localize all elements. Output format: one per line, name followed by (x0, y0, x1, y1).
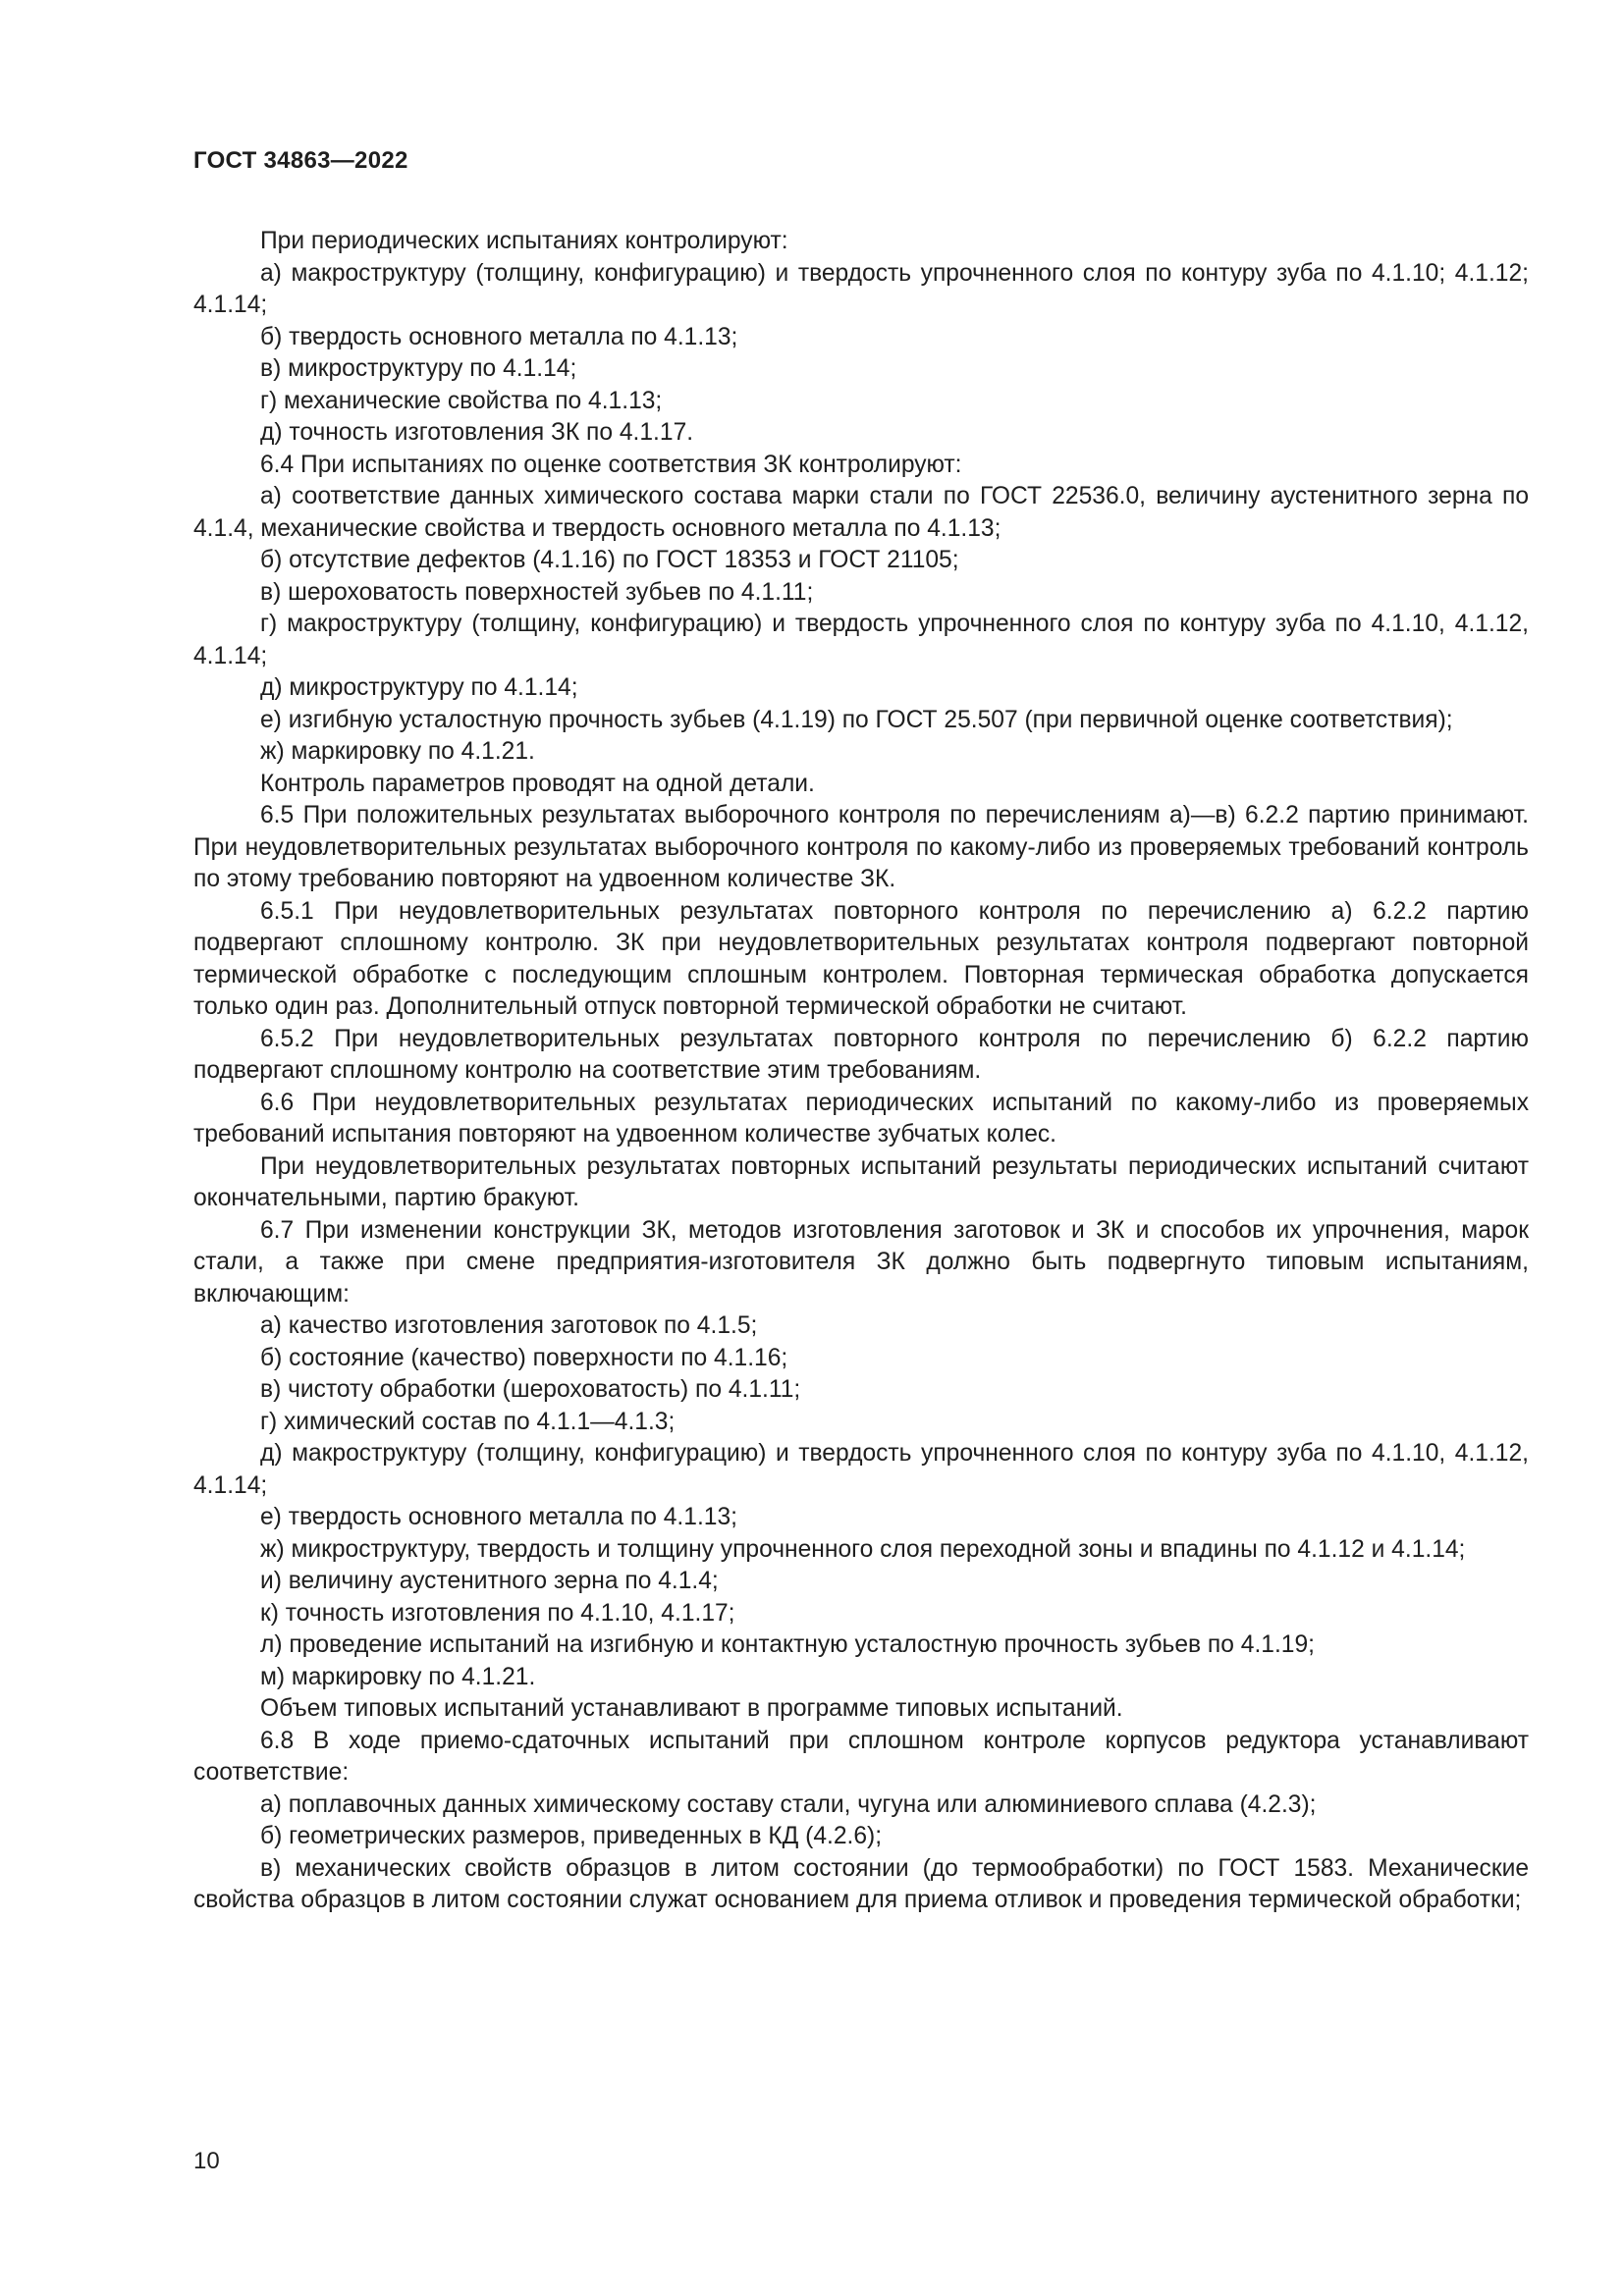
paragraph: л) проведение испытаний на изгибную и контактную усталостную прочность зубьев по 4.1.19; (260, 1631, 1315, 1658)
paragraph: в) шероховатость поверхностей зубьев по 4.1.11; (260, 578, 814, 606)
document-header-title: ГОСТ 34863—2022 (193, 147, 408, 174)
paragraph: При неудовлетворительных результатах повторных испытаний результаты периодических испытаний считают окончательными, партию бракуют. (193, 1152, 1529, 1211)
paragraph: 6.7 При изменении конструкции ЗК, методов изготовления заготовок и ЗК и способов их упрочнения, марок стали, а также при смене предприятия-изготовителя ЗК должно быть подвергнуто типовым испытаниям, включающим: (193, 1216, 1529, 1308)
paragraph: 6.4 При испытаниях по оценке соответствия ЗК контролируют: (260, 451, 962, 478)
paragraph: б) твердость основного металла по 4.1.13; (260, 323, 738, 350)
paragraph: д) точность изготовления ЗК по 4.1.17. (260, 419, 694, 446)
paragraph: Объем типовых испытаний устанавливают в программе типовых испытаний. (260, 1695, 1123, 1722)
paragraph: е) изгибную усталостную прочность зубьев (4.1.19) по ГОСТ 25.507 (при первичной оценке соответствия); (260, 706, 1453, 733)
paragraph: Контроль параметров проводят на одной детали. (260, 770, 815, 797)
paragraph: а) качество изготовления заготовок по 4.1.5; (260, 1312, 758, 1339)
paragraph: е) твердость основного металла по 4.1.13; (260, 1504, 737, 1530)
paragraph: и) величину аустенитного зерна по 4.1.4; (260, 1568, 719, 1594)
paragraph: а) макроструктуру (толщину, конфигурацию) и твердость упрочненного слоя по контуру зуба по 4.1.10; 4.1.12; 4.1.14; (193, 259, 1529, 318)
paragraph: 6.5.1 При неудовлетворительных результатах повторного контроля по перечислению а) 6.2.2 партию подвергают сплошному контролю. ЗК при неудовлетворительных результатах контроля подвергают повторной термической обработке с последующим сплошным контролем. Повторная термическая обработка допускается только один раз. Дополнительный отпуск повторной термической обработки не считают. (193, 897, 1529, 1020)
paragraph: а) поплавочных данных химическому составу стали, чугуна или алюминиевого сплава (4.2.3); (260, 1790, 1317, 1818)
paragraph: к) точность изготовления по 4.1.10, 4.1.17; (260, 1599, 735, 1627)
paragraph: 6.5.2 При неудовлетворительных результатах повторного контроля по перечислению б) 6.2.2 партию подвергают сплошному контролю на соответствие этим требованиям. (193, 1025, 1529, 1084)
document-body (193, 226, 1529, 1917)
paragraph: б) отсутствие дефектов (4.1.16) по ГОСТ 18353 и ГОСТ 21105; (260, 547, 959, 573)
paragraph: б) состояние (качество) поверхности по 4.1.16; (260, 1344, 788, 1371)
paragraph: г) химический состав по 4.1.1—4.1.3; (260, 1408, 676, 1435)
paragraph: 6.8 В ходе приемо-сдаточных испытаний при сплошном контроле корпусов редуктора устанавливают соответствие: (193, 1727, 1529, 1786)
paragraph: д) микроструктуру по 4.1.14; (260, 674, 578, 701)
paragraph: д) макроструктуру (толщину, конфигурацию) и твердость упрочненного слоя по контуру зуба по 4.1.10, 4.1.12, 4.1.14; (193, 1440, 1529, 1499)
paragraph: 6.5 При положительных результатах выборочного контроля по перечислениям а)—в) 6.2.2 партию принимают. При неудовлетворительных результатах выборочного контроля по какому-либо из проверяемых требований контроль по этому требованию повторяют на удвоенном количестве ЗК. (193, 802, 1529, 892)
paragraph: в) микроструктуру по 4.1.14; (260, 355, 577, 382)
paragraph: г) макроструктуру (толщину, конфигурацию) и твердость упрочненного слоя по контуру зуба по 4.1.10, 4.1.12, 4.1.14; (193, 611, 1529, 669)
paragraph: г) механические свойства по 4.1.13; (260, 387, 663, 414)
page-number: 10 (193, 2148, 220, 2174)
paragraph: м) маркировку по 4.1.21. (260, 1663, 536, 1690)
paragraph: ж) микроструктуру, твердость и толщину упрочненного слоя переходной зоны и впадины по 4.1.12 и 4.1.14; (260, 1535, 1466, 1563)
paragraph: При периодических испытаниях контролируют: (260, 228, 788, 254)
paragraph: в) чистоту обработки (шероховатость) по 4.1.11; (260, 1376, 801, 1403)
paragraph: ж) маркировку по 4.1.21. (260, 738, 535, 765)
paragraph: в) механических свойств образцов в литом состоянии (до термообработки) по ГОСТ 1583. Механические свойства образцов в литом состоянии служат основанием для приема отливок и проведения термической обработки; (193, 1854, 1529, 1913)
paragraph: а) соответствие данных химического состава марки стали по ГОСТ 22536.0, величину аустенитного зерна по 4.1.4, механические свойства и твердость основного металла по 4.1.13; (193, 483, 1529, 542)
paragraph: 6.6 При неудовлетворительных результатах периодических испытаний по какому-либо из проверяемых требований испытания повторяют на удвоенном количестве зубчатых колес. (193, 1089, 1529, 1148)
paragraph: б) геометрических размеров, приведенных в КД (4.2.6); (260, 1823, 883, 1849)
